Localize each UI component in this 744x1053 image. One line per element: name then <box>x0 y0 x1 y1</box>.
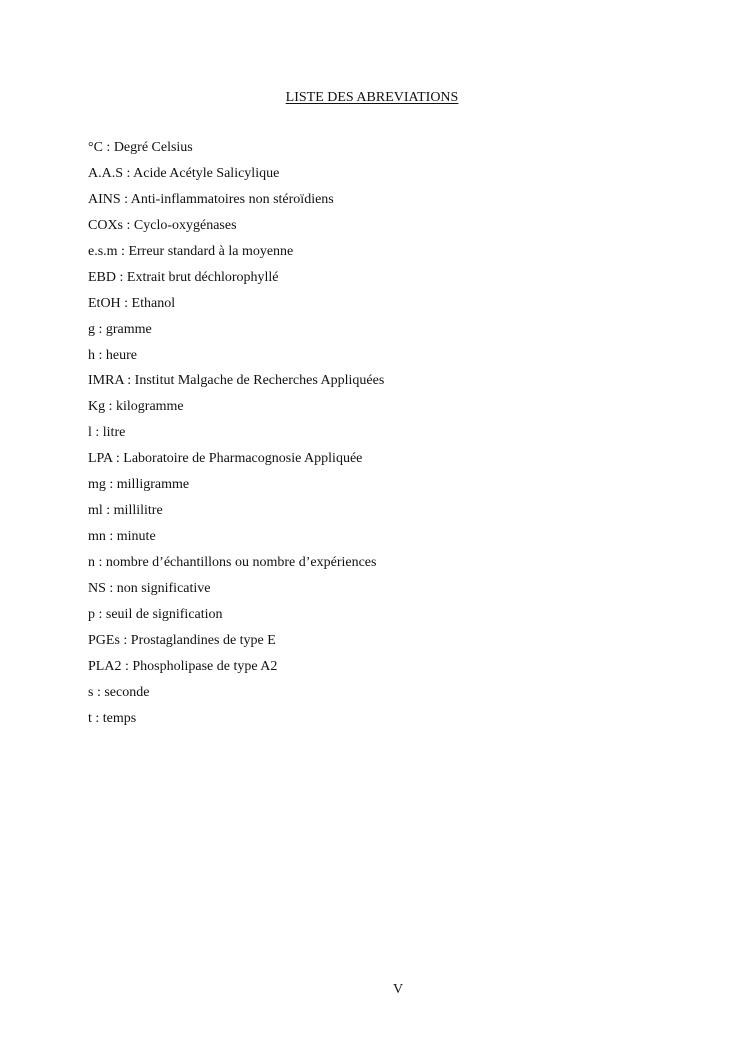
abbreviation-item: g : gramme <box>88 321 152 337</box>
abbreviation-item: COXs : Cyclo-oxygénases <box>88 217 237 233</box>
abbreviation-item: NS : non significative <box>88 580 211 596</box>
abbreviation-item: LPA : Laboratoire de Pharmacognosie Appliquée <box>88 451 363 467</box>
abbreviation-item: EBD : Extrait brut déchlorophyllé <box>88 269 279 285</box>
abbreviation-list <box>88 139 384 736</box>
abbreviation-item: °C : Degré Celsius <box>88 140 193 155</box>
abbreviation-item: IMRA : Institut Malgache de Recherches Appliquées <box>88 373 385 389</box>
abbreviation-item: Kg : kilogramme <box>88 399 184 415</box>
abbreviation-item: mn : minute <box>88 529 156 545</box>
abbreviation-item: n : nombre d’échantillons ou nombre d’expériences <box>88 555 377 570</box>
abbreviation-item: s : seconde <box>88 684 150 700</box>
abbreviation-item: PLA2 : Phospholipase de type A2 <box>88 658 278 674</box>
page-title: LISTE DES ABREVIATIONS <box>285 90 459 105</box>
abbreviation-item: p : seuil de signification <box>88 606 223 622</box>
abbreviation-item: mg : milligramme <box>88 477 190 493</box>
abbreviation-item: e.s.m : Erreur standard à la moyenne <box>88 243 294 259</box>
abbreviation-item: t : temps <box>88 710 137 726</box>
abbreviation-item: AINS : Anti-inflammatoires non stéroïdiens <box>88 191 334 207</box>
abbreviation-item: A.A.S : Acide Acétyle Salicylique <box>88 165 280 181</box>
abbreviation-item: l : litre <box>88 425 126 441</box>
page-number: V <box>392 982 404 997</box>
abbreviation-item: ml : millilitre <box>88 503 163 519</box>
abbreviation-item: EtOH : Ethanol <box>88 295 176 311</box>
abbreviation-item: h : heure <box>88 347 137 363</box>
abbreviation-item: PGEs : Prostaglandines de type E <box>88 632 276 648</box>
